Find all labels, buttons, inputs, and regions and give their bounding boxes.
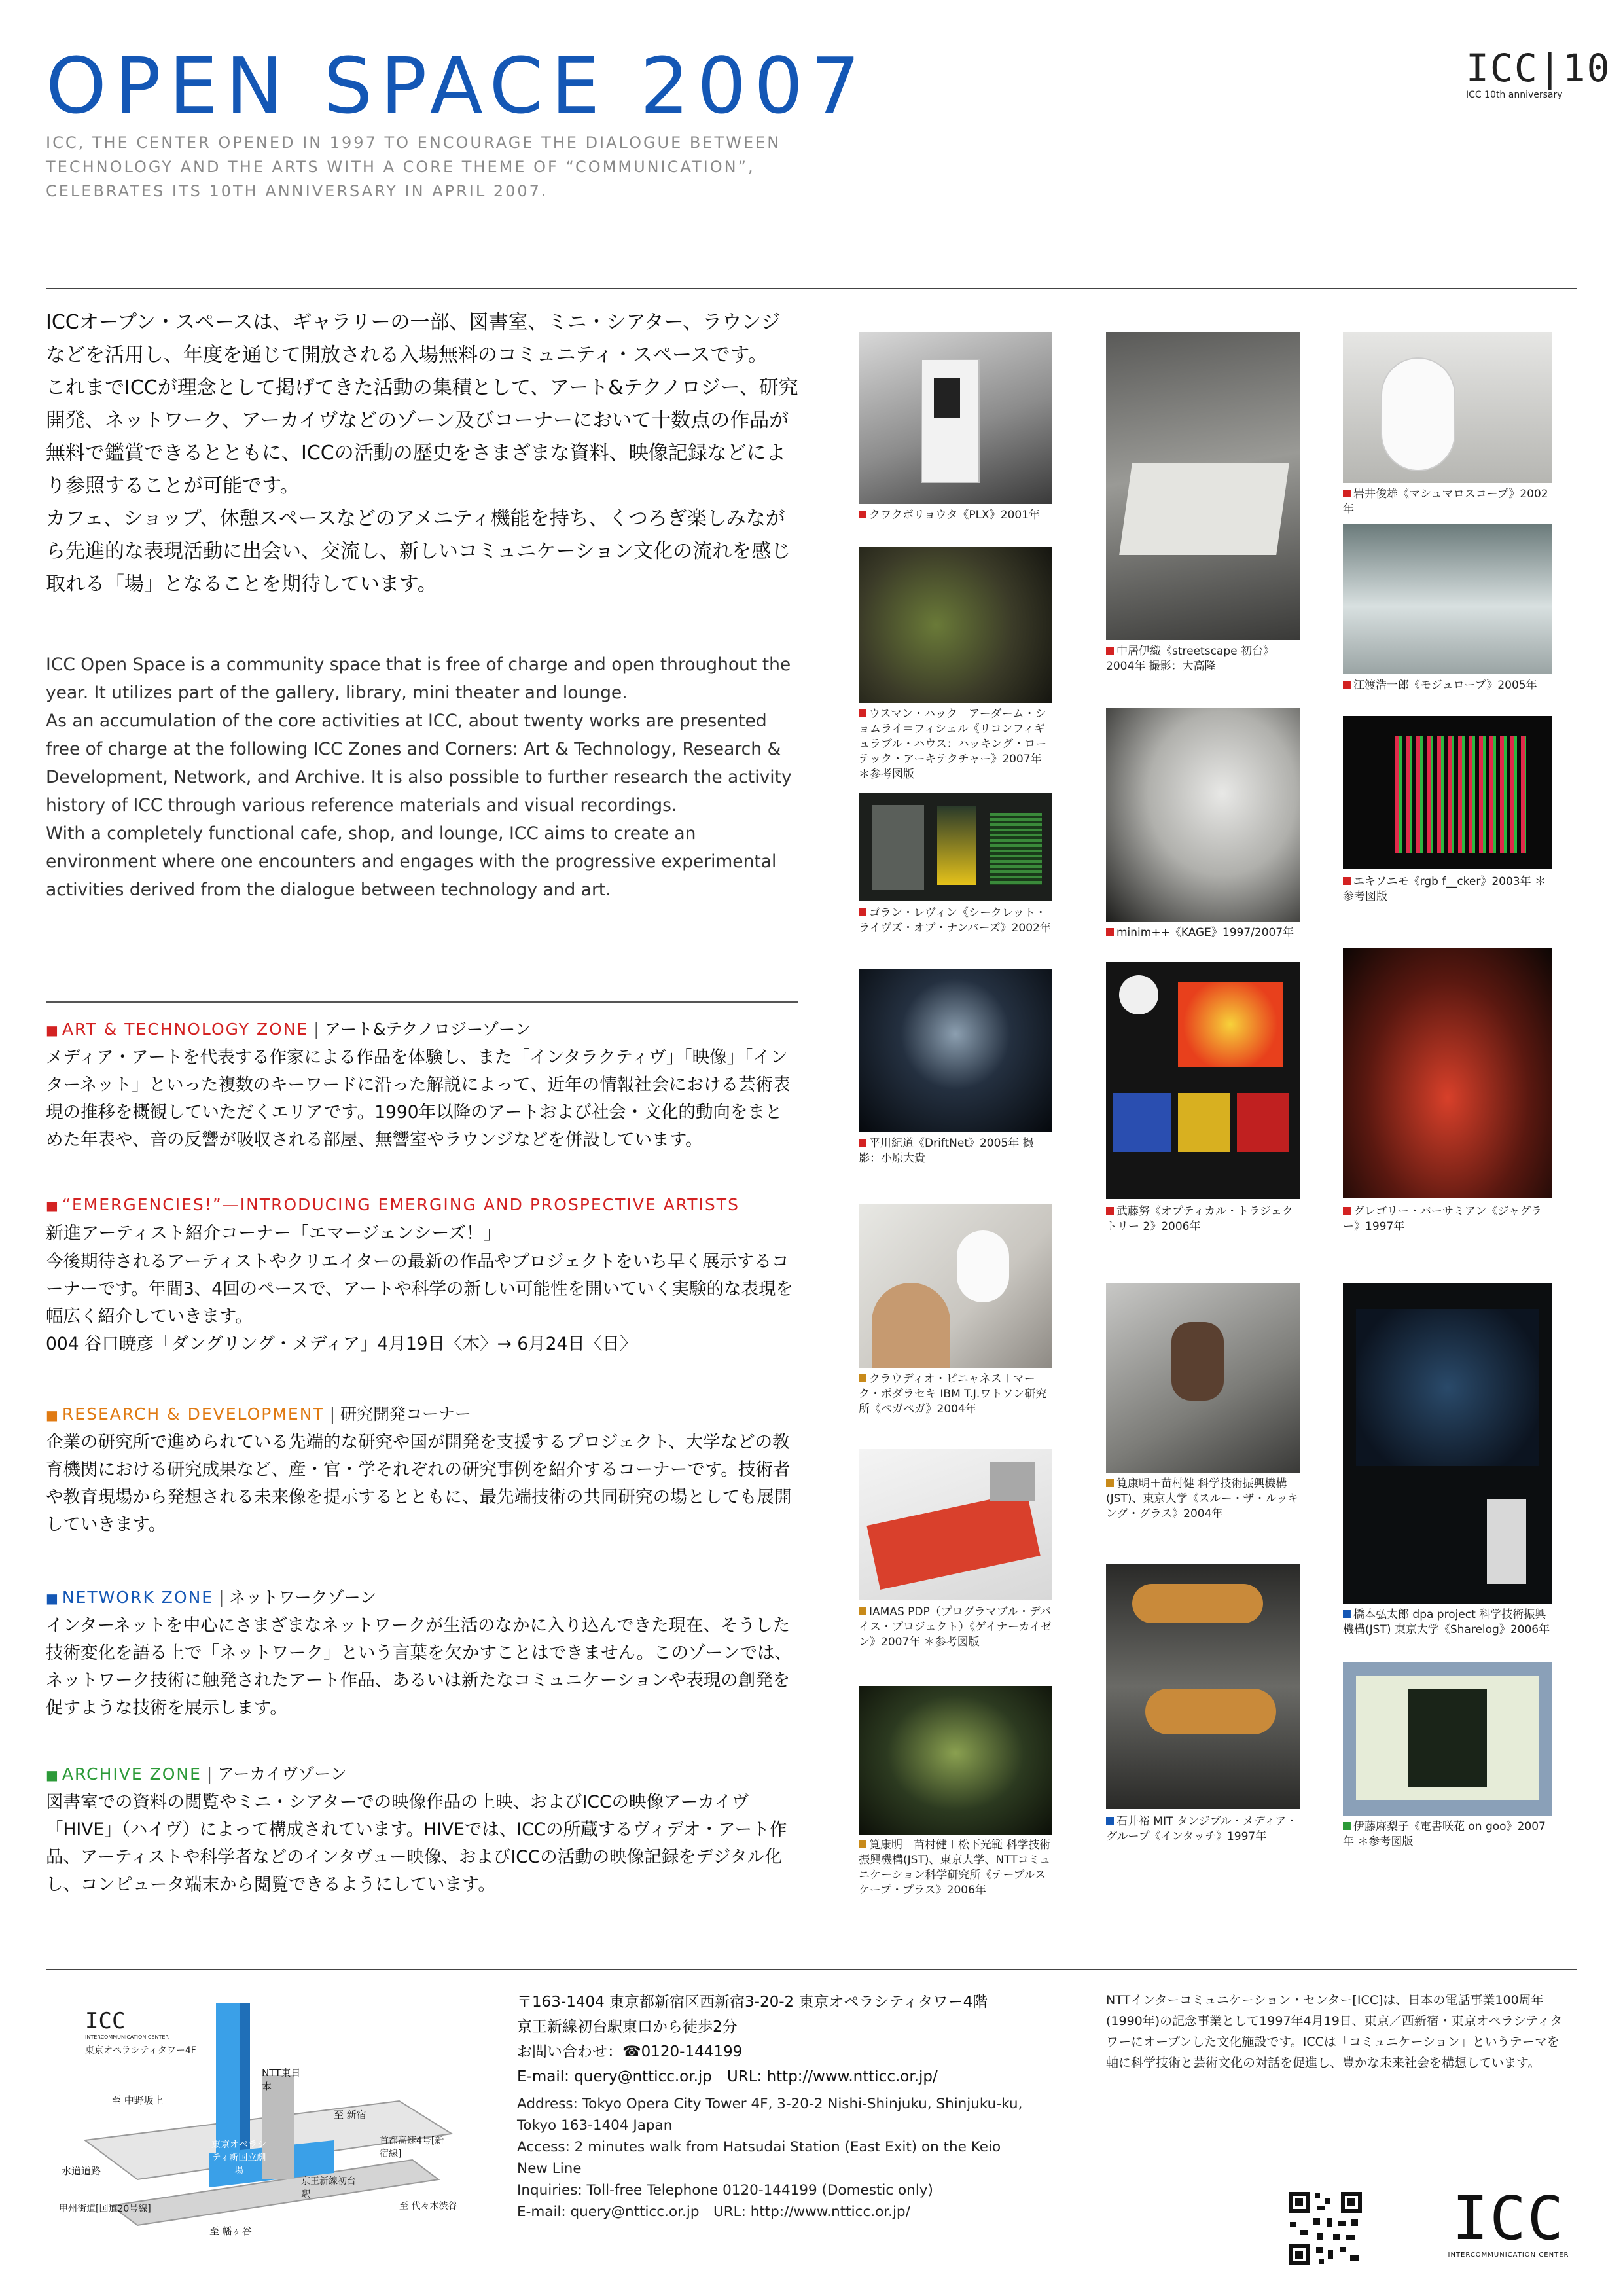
inquiry-en: Inquiries: Toll-free Telephone 0120-144199 (Domestic only) [517, 2182, 933, 2198]
intro-japanese [46, 306, 798, 601]
zone-title-jp: 研究開発コーナー [340, 1405, 472, 1424]
zone-color-marker [859, 1840, 866, 1848]
artwork-photo [1106, 962, 1300, 1199]
artwork-photo [859, 332, 1052, 504]
map-logo-subtitle: INTERCOMMUNICATION CENTER [85, 2034, 169, 2040]
zone-color-marker [1343, 1610, 1351, 1618]
zone-color-marker [1343, 1822, 1351, 1830]
map-label: 水道道路 [62, 2165, 101, 2177]
zone-title-jp: 新進アーティスト紹介コーナー「エマージェンシーズ！」 [46, 1223, 501, 1244]
zone-separator: | [219, 1588, 224, 1607]
contact-link-en[interactable]: E-mail: query@ntticc.or.jp URL: http://www.ntticc.or.jp/ [517, 2204, 910, 2220]
emergencies-corner [46, 1191, 798, 1358]
zone-heading [46, 1584, 798, 1612]
intro-english [46, 651, 798, 904]
access-en: Access: 2 minutes walk from Hatsudai Station (East Exit) on the Keio New Line [517, 2139, 1001, 2177]
artwork-caption: 中居伊織《streetscape 初台》2004年 撮影：大高隆 [1106, 645, 1274, 673]
zone-marker: ■ [46, 1022, 58, 1038]
intro-jp-paragraph: これまでICCが理念として掲げてきた活動の集積として、アート&テクノロジー、研究開発、ネットワーク、アーカイヴなどのゾーン及びコーナーにおいて十数点の作品が無料で鑑賞できるとともに、ICCの活動の歴史をさまざまな資料、映像記録などにより参照することが可能です。 [46, 376, 798, 497]
icc-logo-caption: INTERCOMMUNICATION CENTER [1448, 2251, 1569, 2259]
zone-color-marker [1343, 1207, 1351, 1215]
map-logo: ICC [85, 2008, 126, 2034]
zone-title-en: ARCHIVE ZONE [62, 1765, 202, 1784]
map-label: 甲州街道[国道20号線] [59, 2204, 151, 2214]
artwork-caption: 石井裕 MIT タンジブル・メディア・グループ《インタッチ》1997年 [1106, 1815, 1298, 1843]
artwork-photo [1343, 716, 1552, 869]
artwork-photo [859, 1449, 1052, 1600]
map-label: 至 代々木渋谷 [399, 2201, 457, 2212]
artwork-photo [1106, 332, 1300, 640]
zone-description: 今後期待されるアーティストやクリエイターの最新の作品やプロジェクトをいち早く展示するコーナーです。年間3、4回のペースで、アートや科学の新しい可能性を開いていく実験的な表現を幅広く紹介していきます。 [46, 1251, 793, 1327]
zone-heading [46, 1191, 798, 1219]
network-zone [46, 1584, 798, 1722]
intro-en-paragraph: ICC Open Space is a community space that is free of charge and open throughout the year. It utilizes part of the gallery, library, mini theater and lounge. [46, 655, 791, 703]
zone-color-marker [859, 511, 866, 518]
intro-jp-paragraph: カフェ、ショップ、休憩スペースなどのアメニティ機能を持ち、くつろぎ楽しみながら先進的な表現活動に出会い、交流し、新しいコミュニケーション文化の流れを感じ取れる「場」となることを期待しています。 [46, 507, 791, 596]
zone-title-en: ART & TECHNOLOGY ZONE [62, 1020, 309, 1039]
artwork-caption: エキソニモ《rgb f__cker》2003年 ＊参考図版 [1343, 875, 1546, 903]
artwork-caption: グレゴリー・バーサミアン《ジャグラー》1997年 [1343, 1205, 1542, 1233]
artwork-photo [1106, 1283, 1300, 1473]
intro-en-paragraph: As an accumulation of the core activities at ICC, about twenty works are presented free of charge at the following ICC Zones and Corners: Art & Technology, Research & Development, Network, and Archive. It is also possible to further research the activity history of ICC through various reference materials and visual recordings. [46, 711, 792, 816]
icc-logo-mark: ICC [1452, 2183, 1565, 2253]
map-label: NTT東日本 [262, 2067, 301, 2092]
artwork-photo [1343, 524, 1552, 674]
zone-color-marker [1106, 647, 1114, 655]
artwork-photo [1106, 708, 1300, 922]
zone-color-marker [1106, 928, 1114, 936]
about-icc: NTTインターコミュニケーション・センター[ICC]は、日本の電話事業100周年(1990年)の記念事業として1997年4月19日、東京／西新宿・東京オペラシティタワーにオープンした文化施設です。ICCは「コミュニケーション」というテーマを軸に科学技術と芸術文化の対話を促進し、豊かな未来社会を構想しています。 [1106, 1993, 1563, 2070]
artwork-caption: ゴラン・レヴィン《シークレット・ライヴズ・オブ・ナンバーズ》2002年 [859, 906, 1051, 935]
zone-title-jp: ネットワークゾーン [229, 1588, 377, 1607]
zone-marker: ■ [46, 1767, 58, 1783]
anniversary-logo-caption: ICC 10th anniversary [1466, 90, 1563, 100]
contact-link-jp[interactable]: E-mail: query@ntticc.or.jp URL: http://www.ntticc.or.jp/ [517, 2068, 938, 2085]
access-map [46, 2003, 491, 2238]
event-listing: 004 谷口暁彦「ダングリング・メディア」4月19日〈木〉→ 6月24日〈日〉 [46, 1334, 637, 1354]
map-label: 首都高速4号[新宿線] [380, 2136, 444, 2159]
zone-color-marker [1106, 1817, 1114, 1825]
artwork-caption: ウスマン・ハック＋アーダーム・ショムライ＝フィシェル《リコンフィギュラブル・ハウス：ハッキング・ローテック・アーキテクチャー》2007年 ＊参考図版 [859, 708, 1047, 781]
artwork-photo [1343, 1662, 1552, 1816]
zone-title-jp: アート&テクノロジーゾーン [324, 1020, 531, 1039]
page-title: OPEN SPACE 2007 [46, 41, 868, 131]
map-label: 京王新線初台駅 [301, 2176, 356, 2200]
contact-info [517, 1990, 1027, 2223]
artwork-caption: 武藤努《オプティカル・トラジェクトリー 2》2006年 [1106, 1205, 1293, 1233]
zone-color-marker [859, 1607, 866, 1615]
artwork-caption: クラウディオ・ピニャネス＋マーク・ポダラセキ IBM T.J.ワトソン研究所《ペガペガ》2004年 [859, 1372, 1047, 1416]
artwork-caption: 橋本弘太郎 dpa project 科学技術振興機構(JST) 東京大学《Sharelog》2006年 [1343, 1608, 1550, 1636]
map-label: 至 中野坂上 [111, 2094, 164, 2106]
zone-description: メディア・アートを代表する作家による作品を体験し、また「インタラクティヴ」「映像」「インターネット」といった複数のキーワードに沿った解説によって、近年の情報社会における芸術表現の推移を概観していただくエリアです。1990年以降のアートおよび社会・文化的動向をまとめた年表や、音の反響が吸収される部屋、無響室やラウンジなどを併設しています。 [46, 1047, 791, 1150]
artwork-photo [859, 793, 1052, 901]
zone-marker: ■ [46, 1407, 58, 1423]
artwork-caption: 岩井俊雄《マシュマロスコープ》2002年 [1343, 488, 1548, 516]
zone-heading [46, 1016, 798, 1044]
footer-divider [46, 1969, 1577, 1970]
zone-title-jp: アーカイヴゾーン [217, 1765, 347, 1784]
page-subtitle: ICC, THE CENTER OPENED IN 1997 TO ENCOURAGE THE DIALOGUE BETWEEN TECHNOLOGY AND THE ARTS WITH A CORE THEME OF “COMMUNICATION”, CELEBRATES ITS 10TH ANNIVERSARY IN APRIL 2007. [46, 134, 781, 200]
zone-marker: ■ [46, 1198, 58, 1213]
research-development-corner [46, 1401, 798, 1539]
qr-code-graphic [1286, 2189, 1364, 2268]
zone-description: 企業の研究所で進められている先端的な研究や国が開発を支援するプロジェクト、大学などの教育機関における研究成果など、産・官・学それぞれの研究事例を紹介するコーナーです。技術者や教育現場から発想される未来像を提示するとともに、最先端技術の共同研究の場としても展開していきます。 [46, 1432, 792, 1535]
zone-color-marker [1343, 877, 1351, 885]
artwork-caption: 江渡浩一郎《モジュローブ》2005年 [1343, 678, 1552, 693]
map-label-tower: 東京オペラシティタワー4F [85, 2045, 196, 2056]
artwork-photo [859, 1204, 1052, 1368]
zone-heading [46, 1761, 798, 1789]
artwork-caption: minim++《KAGE》1997/2007年 [1106, 925, 1300, 941]
zone-separator: | [329, 1405, 336, 1424]
artwork-photo [859, 1686, 1052, 1835]
section-divider [46, 1001, 798, 1003]
zone-description: 図書室での資料の閲覧やミニ・シアターでの映像作品の上映、およびICCの映像アーカイヴ「HIVE」（ハイヴ）によって構成されています。HIVEでは、ICCの所蔵するヴィデオ・アート作品、アーティストや科学者などのインタヴュー映像、およびICCの活動の映像記録をデジタル化し、コンピュータ端末から閲覧できるようにしています。 [46, 1792, 787, 1895]
header-divider [46, 288, 1577, 289]
zone-marker: ■ [46, 1590, 58, 1606]
zone-color-marker [1106, 1479, 1114, 1487]
map-label: 至 新宿 [334, 2109, 366, 2121]
zone-color-marker [1343, 681, 1351, 689]
art-technology-zone [46, 1016, 798, 1154]
zone-color-marker [1343, 490, 1351, 497]
artwork-photo [859, 547, 1052, 703]
artwork-photo [1106, 1564, 1300, 1809]
zone-color-marker [859, 908, 866, 916]
inquiry-jp: お問い合わせ：☎0120-144199 [517, 2043, 743, 2060]
map-label: 至 幡ヶ谷 [209, 2225, 252, 2237]
icc-logo [1433, 2183, 1584, 2259]
zone-separator: | [206, 1765, 213, 1784]
anniversary-logo-mark: ICC|10 [1466, 46, 1611, 90]
zone-heading [46, 1401, 798, 1429]
zone-title-en: NETWORK ZONE [62, 1588, 214, 1607]
artwork-photo [1343, 948, 1552, 1198]
anniversary-logo [1466, 46, 1611, 100]
artwork-caption: 筧康明＋苗村健 科学技術振興機構(JST)、東京大学《スルー・ザ・ルッキング・グラス》2004年 [1106, 1477, 1299, 1520]
zone-color-marker [859, 1139, 866, 1147]
access-jp: 京王新線初台駅東口から徒歩2分 [517, 2018, 738, 2036]
artwork-photo [859, 969, 1052, 1132]
artwork-caption: クワクボリョウタ《PLX》2001年 [859, 508, 1052, 523]
intro-en-paragraph: With a completely functional cafe, shop, and lounge, ICC aims to create an environment where one encounters and engages with the progressive experimental activities derived from the dialogue between technology and art. [46, 823, 777, 900]
zone-title-en: “EMERGENCIES!”—INTRODUCING EMERGING AND PROSPECTIVE ARTISTS [62, 1195, 740, 1214]
zone-color-marker [859, 709, 866, 717]
archive-zone [46, 1761, 798, 1899]
artwork-photo [1343, 332, 1552, 483]
zone-color-marker [859, 1374, 866, 1382]
zone-description: インターネットを中心にさまざまなネットワークが生活のなかに入り込んできた現在、そうした技術変化を語る上で「ネットワーク」という言葉を欠かすことはできません。このゾーンでは、ネットワーク技術に触発されたアート作品、あるいは新たなコミュニケーションや表現の創発を促すような技術を展示します。 [46, 1615, 793, 1718]
artwork-caption: IAMAS PDP（プログラマブル・デバイス・プロジェクト）《ゲイナーカイゼン》2007年 ＊参考図版 [859, 1605, 1052, 1649]
qr-code[interactable] [1286, 2189, 1364, 2268]
address-jp: 〒163-1404 東京都新宿区西新宿3-20-2 東京オペラシティタワー4階 [517, 1994, 988, 2011]
artwork-caption: 伊藤麻梨子《電書咲花 on goo》2007年 ＊参考図版 [1343, 1820, 1546, 1848]
map-label: 東京オペラシティ新国立劇場 [211, 2140, 266, 2176]
intro-jp-paragraph: ICCオープン・スペースは、ギャラリーの一部、図書室、ミニ・シアター、ラウンジなどを活用し、年度を通じて開放される入場無料のコミュニティ・スペースです。 [46, 311, 781, 367]
zone-color-marker [1106, 1207, 1114, 1215]
artwork-caption: 平川紀道《DriftNet》2005年 撮影：小原大貴 [859, 1137, 1034, 1165]
zone-title-en: RESEARCH & DEVELOPMENT [62, 1405, 325, 1424]
address-en: Address: Tokyo Opera City Tower 4F, 3-20-2 Nishi-Shinjuku, Shinjuku-ku, Tokyo 163-1404 Japan [517, 2096, 1023, 2134]
artwork-photo [1343, 1283, 1552, 1604]
zone-separator: | [313, 1020, 319, 1039]
artwork-caption: 筧康明＋苗村健＋松下光範 科学技術振興機構(JST)、東京大学、NTTコミュニケーション科学研究所《テーブルスケープ・プラス》2006年 [859, 1839, 1051, 1897]
